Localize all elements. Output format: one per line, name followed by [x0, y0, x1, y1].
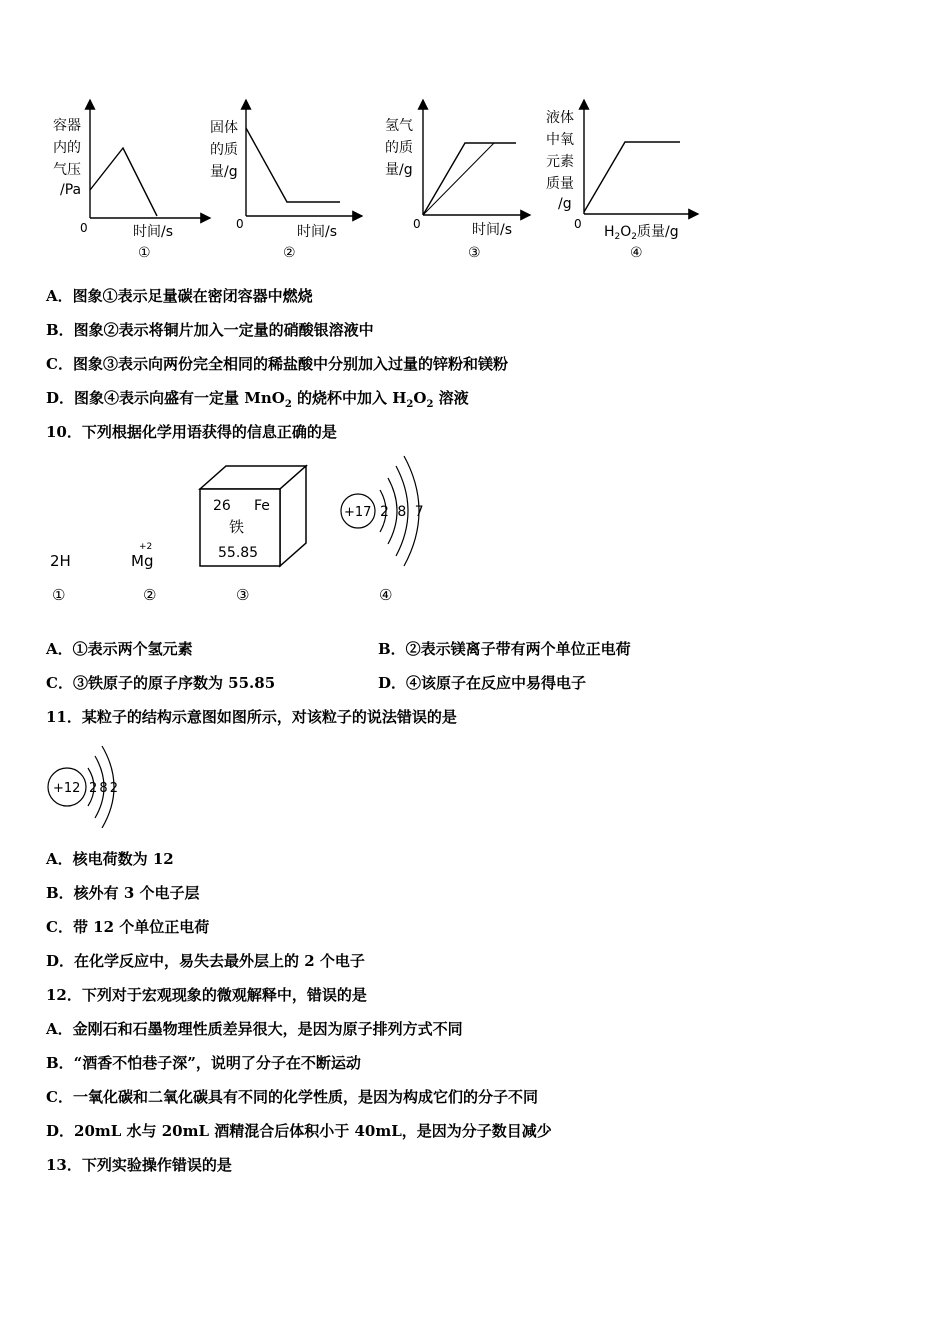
graph-2 — [210, 100, 362, 261]
cell-name: 铁 — [229, 518, 245, 536]
g3-ylabel-2: 的质 — [385, 140, 413, 156]
q10-n1: ① — [52, 586, 66, 604]
atom-mg-shells: 2 8 2 — [89, 781, 118, 796]
q10-item1: 2H — [50, 552, 71, 570]
q9-d-sub2: 2 — [406, 399, 414, 410]
g1-ylabel-1: 容器 — [53, 118, 81, 134]
g3-xlabel: 时间/s — [472, 222, 513, 238]
q12-option-c: C．一氧化碳和二氧化碳具有不同的化学性质，是因为构成它们的分子不同 — [46, 1088, 538, 1106]
q11-option-d: D．在化学反应中，易失去最外层上的 2 个电子 — [46, 952, 365, 970]
q9-graphs — [0, 90, 950, 270]
g4-ylabel-3: 元素 — [546, 154, 574, 170]
g2-origin: 0 — [236, 217, 244, 231]
q10-item2: Mg — [131, 552, 154, 570]
q11-stem: 11．某粒子的结构示意图如图所示，对该粒子的说法错误的是 — [46, 708, 457, 726]
g4-xlabel-sub2: 2 — [631, 232, 638, 242]
q10-n3: ③ — [236, 586, 250, 604]
g3-number: ③ — [468, 245, 481, 261]
g1-ylabel-4: /Pa — [60, 182, 82, 198]
q9-d-prefix: D．图象④表示向盛有一定量 MnO — [46, 389, 285, 407]
q9-d-suffix: 溶液 — [433, 389, 469, 407]
g1-ylabel-2: 内的 — [53, 140, 81, 156]
g3-origin: 0 — [413, 217, 421, 231]
g1-origin: 0 — [80, 221, 88, 235]
q10-item2-charge: +2 — [139, 542, 153, 552]
q11-option-a: A．核电荷数为 12 — [46, 850, 174, 868]
g2-ylabel-3: 量/g — [210, 164, 238, 180]
q13-stem: 13．下列实验操作错误的是 — [46, 1156, 232, 1174]
g4-number: ④ — [630, 245, 643, 261]
g4-xlabel-sub1: 2 — [614, 232, 621, 242]
cell-atomic-number: 26 — [213, 498, 231, 514]
g4-ylabel-2: 中氧 — [546, 132, 574, 148]
g4-ylabel-1: 液体 — [546, 110, 574, 126]
q12-stem: 12．下列对于宏观现象的微观解释中，错误的是 — [46, 986, 367, 1004]
q11-option-c: C．带 12 个单位正电荷 — [46, 918, 210, 936]
g4-xlabel — [604, 224, 679, 242]
graph-1 — [53, 100, 210, 261]
g3-ylabel-1: 氢气 — [385, 118, 413, 134]
q9-option-d — [46, 388, 469, 415]
g3-ylabel-3: 量/g — [385, 162, 413, 178]
atom-cl-nucleus: +17 — [344, 505, 372, 520]
atom-cl-shells: 2 8 7 — [380, 504, 426, 520]
q12-option-a: A．金刚石和石墨物理性质差异很大，是因为原子排列方式不同 — [46, 1020, 463, 1038]
cell-symbol: Fe — [254, 498, 270, 514]
g4-ylabel-4: 质量 — [546, 176, 574, 192]
g1-number: ① — [138, 245, 151, 261]
q10-stem: 10．下列根据化学用语获得的信息正确的是 — [46, 423, 337, 441]
q11-figure — [40, 738, 150, 828]
q10-figure — [0, 450, 950, 610]
g4-origin: 0 — [574, 217, 582, 231]
atom-diagram-cl — [341, 456, 426, 566]
g2-ylabel-2: 的质 — [210, 142, 238, 158]
g4-xlabel-h: H — [604, 224, 615, 240]
q10-n2: ② — [143, 586, 157, 604]
q12-option-b: B．“酒香不怕巷子深”，说明了分子在不断运动 — [46, 1054, 361, 1072]
element-cell-fe — [200, 466, 306, 566]
q12-option-d: D．20mL 水与 20mL 酒精混合后体积小于 40mL，是因为分子数目减少 — [46, 1122, 552, 1140]
q9-d-mid2: O — [413, 389, 427, 407]
q10-option-a: A．①表示两个氢元素 — [46, 640, 193, 658]
g4-ylabel-5: /g — [558, 196, 572, 212]
q10-option-d: D．④该原子在反应中易得电子 — [378, 674, 587, 692]
g4-xlabel-o: O — [620, 224, 632, 240]
graph-4 — [546, 100, 698, 261]
q9-option-c: C．图象③表示向两份完全相同的稀盐酸中分别加入过量的锌粉和镁粉 — [46, 355, 508, 373]
cell-mass: 55.85 — [218, 545, 259, 561]
g4-xlabel-suffix: 质量/g — [637, 224, 679, 240]
q9-d-sub3: 2 — [426, 399, 434, 410]
q10-option-b: B．②表示镁离子带有两个单位正电荷 — [378, 640, 631, 658]
g1-xlabel: 时间/s — [133, 224, 174, 240]
q9-d-sub1: 2 — [284, 399, 292, 410]
graph-3 — [385, 100, 530, 261]
g2-ylabel-1: 固体 — [210, 120, 238, 136]
q11-option-b: B．核外有 3 个电子层 — [46, 884, 200, 902]
g1-ylabel-3: 气压 — [53, 162, 81, 178]
q10-option-c: C．③铁原子的原子序数为 55.85 — [46, 674, 276, 692]
q10-n4: ④ — [379, 586, 393, 604]
atom-mg-nucleus: +12 — [53, 781, 81, 796]
q9-option-a: A．图象①表示足量碳在密闭容器中燃烧 — [46, 287, 313, 305]
q9-option-b: B．图象②表示将铜片加入一定量的硝酸银溶液中 — [46, 321, 374, 339]
g2-number: ② — [283, 245, 296, 261]
g2-xlabel: 时间/s — [297, 224, 338, 240]
q9-d-mid: 的烧杯中加入 H — [291, 389, 407, 407]
